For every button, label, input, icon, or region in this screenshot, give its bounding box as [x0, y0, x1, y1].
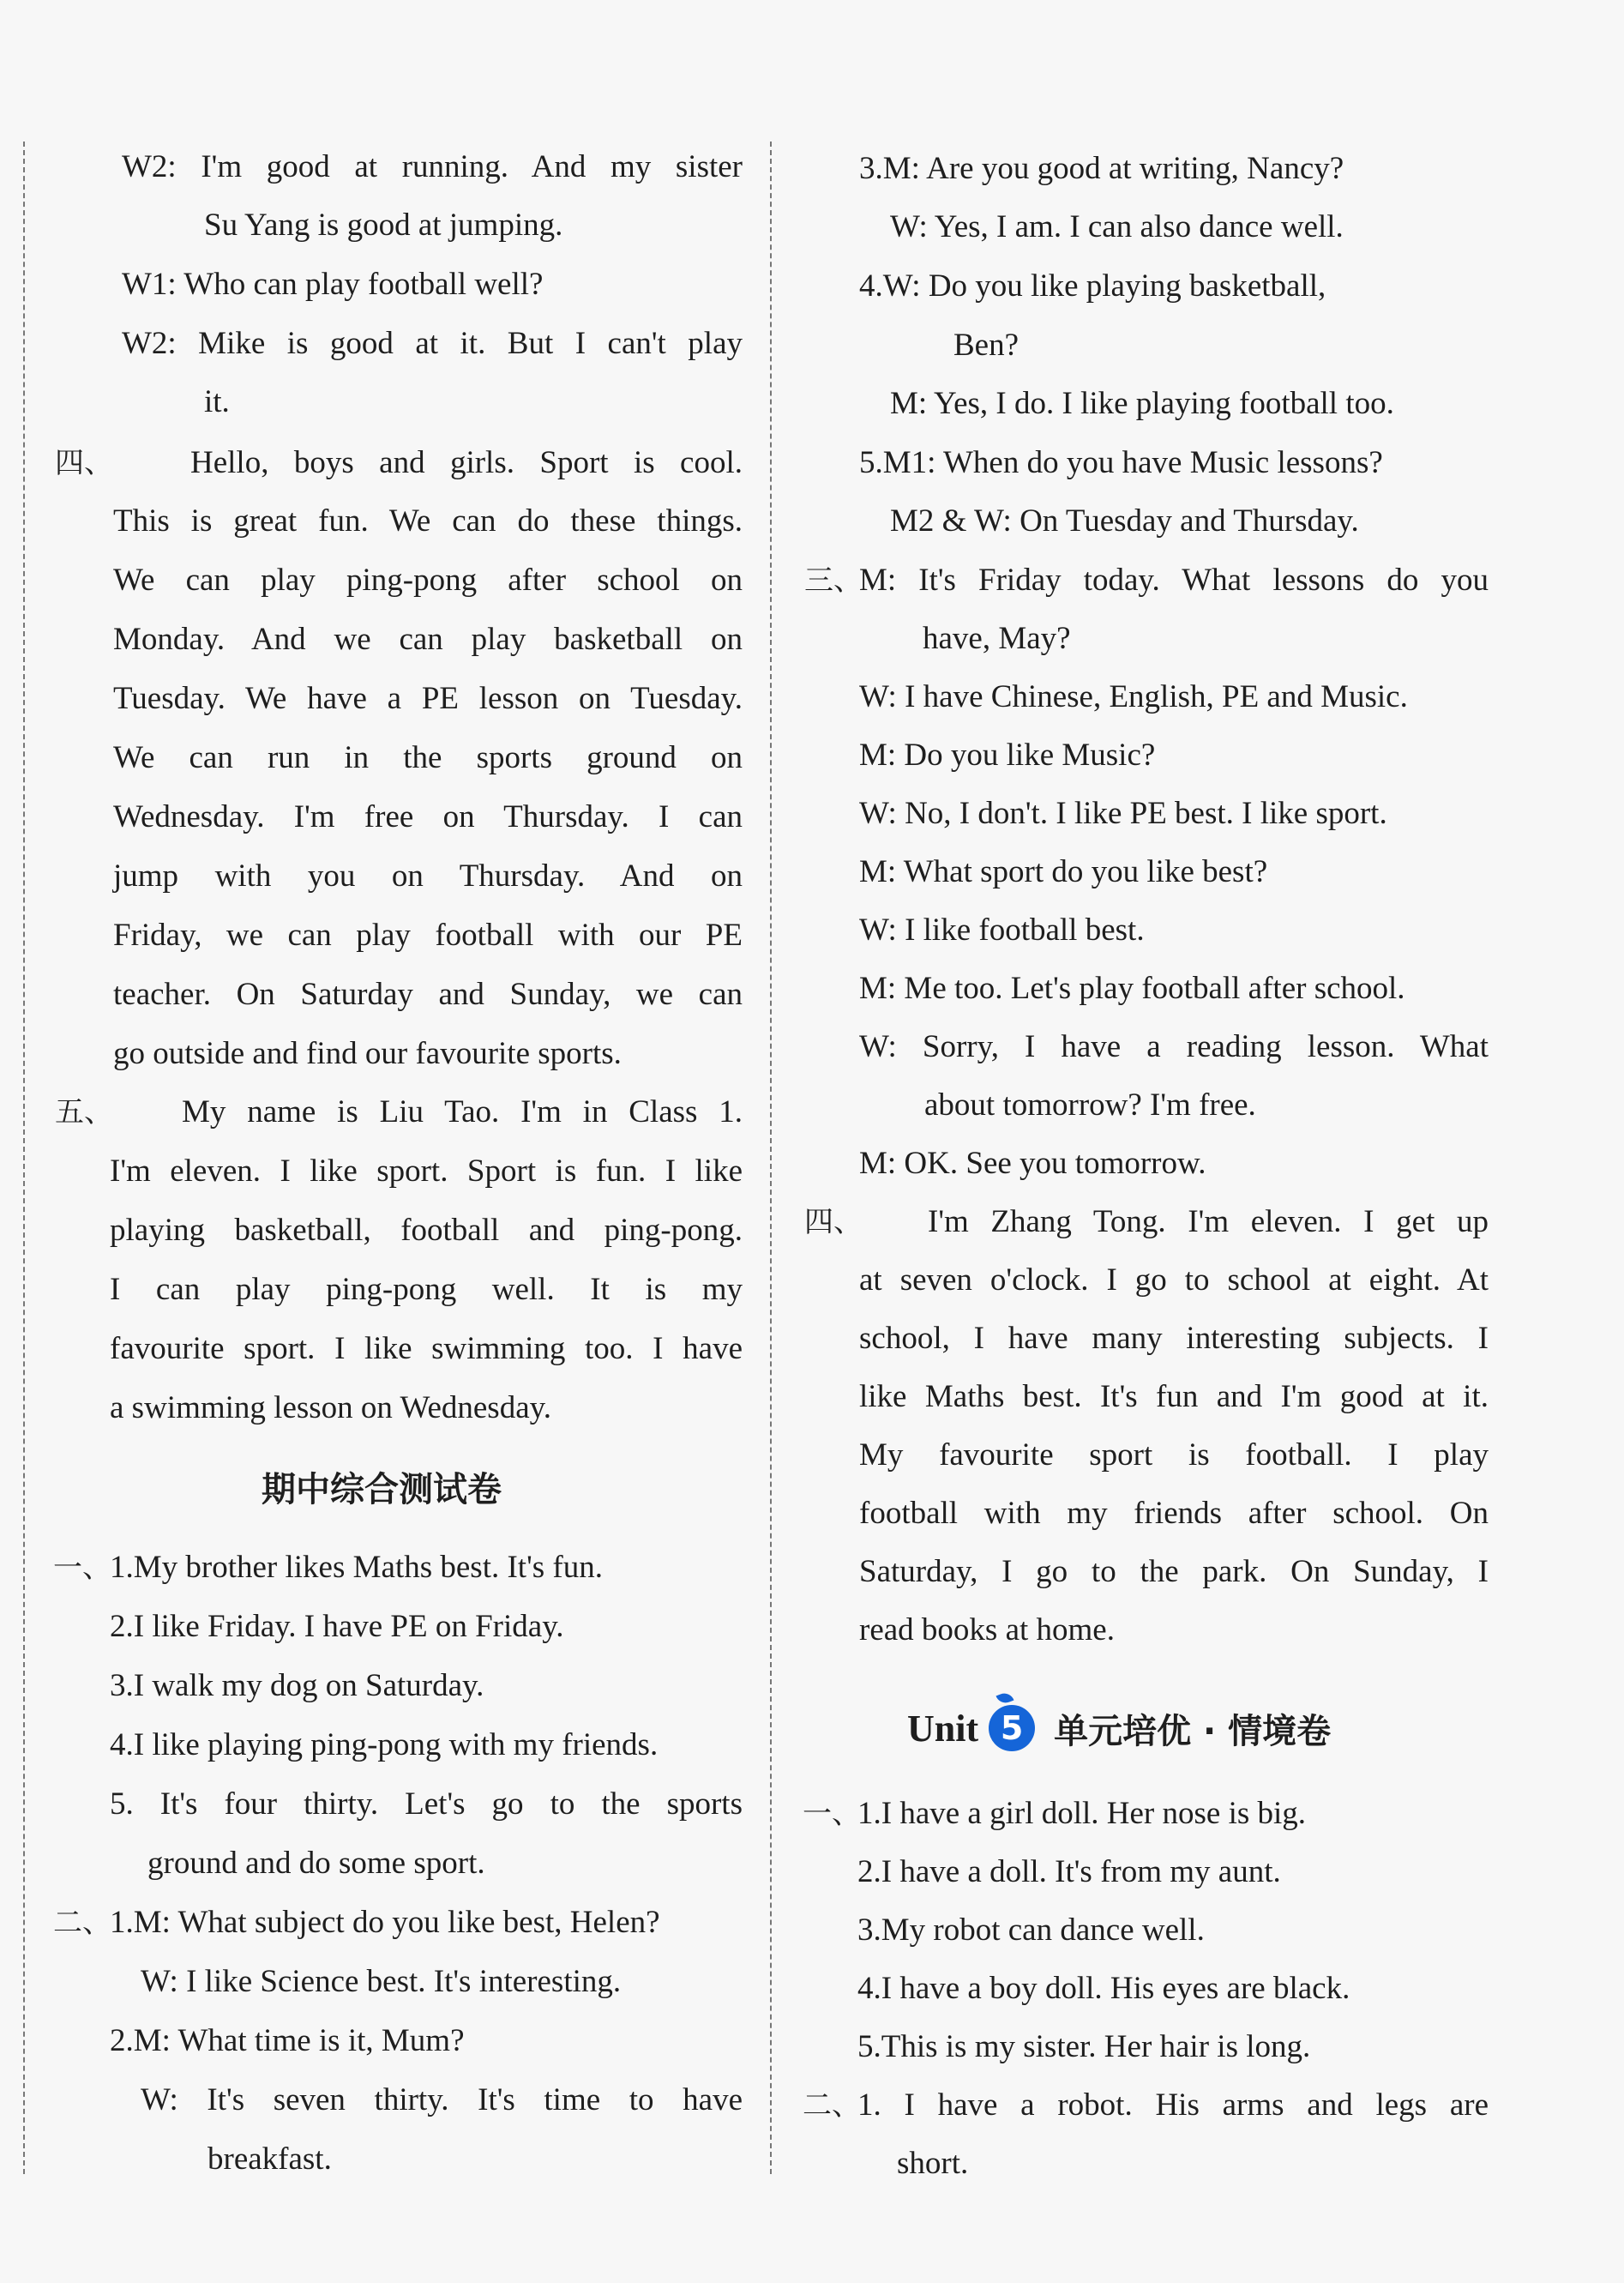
section-mark-1-right: 一、 — [803, 1797, 861, 1831]
text-line: 5.M1: When do you have Music lessons? — [859, 445, 1383, 480]
text-line: M: What sport do you like best? — [859, 854, 1268, 889]
text-line: 3.M: Are you good at writing, Nancy? — [859, 151, 1344, 186]
text-line: a swimming lesson on Wednesday. — [110, 1390, 551, 1425]
text-line: 2.M: What time is it, Mum? — [110, 2023, 465, 2058]
text-line: 4.W: Do you like playing basketball, — [859, 268, 1326, 304]
text-line: W: Yes, I am. I can also dance well. — [890, 209, 1344, 244]
text-line: M: OK. See you tomorrow. — [859, 1146, 1206, 1181]
text-line: W2: I'm good at running. And my sister — [122, 149, 743, 184]
text-line: 1. I have a robot. His arms and legs are — [857, 2087, 1489, 2123]
text-line: M: It's Friday today. What lessons do you — [859, 563, 1489, 598]
text-line: 2.I have a doll. It's from my aunt. — [857, 1854, 1281, 1889]
section-mark-4-right: 四、 — [804, 1205, 863, 1239]
text-line: W2: Mike is good at it. But I can't play — [122, 326, 743, 361]
text-line: read books at home. — [859, 1612, 1115, 1647]
text-line: My favourite sport is football. I play — [859, 1437, 1489, 1473]
text-line: I'm eleven. I like sport. Sport is fun. I like — [110, 1154, 743, 1189]
text-line: Su Yang is good at jumping. — [204, 208, 563, 243]
unit-word: Unit — [907, 1707, 979, 1750]
text-line: football with my friends after school. On — [859, 1496, 1489, 1531]
text-line: I can play ping-pong well. It is my — [110, 1272, 743, 1307]
text-line: W: No, I don't. I like PE best. I like sport. — [859, 796, 1387, 831]
text-line: W: Sorry, I have a reading lesson. What — [859, 1029, 1489, 1064]
text-line: 1.My brother likes Maths best. It's fun. — [110, 1550, 603, 1585]
text-line: 4.I have a boy doll. His eyes are black. — [857, 1971, 1350, 2006]
text-line: W: I like Science best. It's interesting. — [141, 1964, 622, 1999]
text-line: Friday, we can play football with our PE — [113, 918, 743, 953]
section-heading-midterm: 期中综合测试卷 — [262, 1470, 502, 1509]
text-line: ground and do some sport. — [147, 1846, 485, 1881]
text-line: 5. It's four thirty. Let's go to the sports — [110, 1786, 743, 1822]
text-line: it. — [204, 384, 230, 419]
text-line: Ben? — [953, 328, 1020, 363]
text-line: W: It's seven thirty. It's time to have — [141, 2082, 743, 2117]
unit-5-heading — [907, 1702, 1331, 1754]
text-line: teacher. On Saturday and Sunday, we can — [113, 977, 743, 1012]
text-line: playing basketball, football and ping-pong. — [110, 1213, 743, 1248]
text-line: about tomorrow? I'm free. — [924, 1087, 1256, 1123]
text-line: 1.M: What subject do you like best, Helen? — [110, 1905, 660, 1940]
text-line: Tuesday. We have a PE lesson on Tuesday. — [113, 681, 743, 716]
text-line: M: Yes, I do. I like playing football too. — [890, 386, 1394, 421]
section-mark-2: 二、 — [53, 1906, 111, 1940]
text-line: at seven o'clock. I go to school at eight. At — [859, 1262, 1489, 1298]
text-line: Monday. And we can play basketball on — [113, 622, 743, 657]
text-line: W: I like football best. — [859, 913, 1145, 948]
text-line: M: Me too. Let's play football after school. — [859, 971, 1405, 1006]
text-line: school, I have many interesting subjects. I — [859, 1321, 1489, 1356]
unit-number: 5 — [1000, 1709, 1024, 1747]
text-line: 1.I have a girl doll. Her nose is big. — [857, 1796, 1307, 1831]
section-mark-1: 一、 — [53, 1551, 111, 1585]
text-line: favourite sport. I like swimming too. I have — [110, 1331, 743, 1366]
text-line: like Maths best. It's fun and I'm good at it. — [859, 1379, 1489, 1414]
text-line: have, May? — [923, 621, 1071, 656]
left-margin-dashed-line — [23, 142, 25, 2174]
section-mark-3: 三、 — [804, 563, 863, 598]
section-mark-5: 五、 — [55, 1095, 113, 1129]
text-line: short. — [897, 2146, 969, 2181]
text-line: Saturday, I go to the park. On Sunday, I — [859, 1554, 1489, 1589]
text-line: W: I have Chinese, English, PE and Music. — [859, 679, 1408, 714]
text-line: I'm Zhang Tong. I'm eleven. I get up — [928, 1204, 1489, 1239]
unit-subtitle: 单元培优 · 情境卷 — [1054, 1711, 1332, 1751]
text-line: M2 & W: On Tuesday and Thursday. — [890, 503, 1359, 539]
text-line: We can play ping-pong after school on — [113, 563, 743, 598]
text-line: Hello, boys and girls. Sport is cool. — [190, 445, 743, 480]
text-line: 2.I like Friday. I have PE on Friday. — [110, 1609, 564, 1644]
text-line: 3.I walk my dog on Saturday. — [110, 1668, 484, 1703]
text-line: Wednesday. I'm free on Thursday. I can — [113, 799, 743, 834]
text-line: My name is Liu Tao. I'm in Class 1. — [182, 1094, 743, 1129]
text-line: 5.This is my sister. Her hair is long. — [857, 2029, 1311, 2064]
text-line: We can run in the sports ground on — [113, 740, 743, 775]
text-line: 4.I like playing ping-pong with my friends. — [110, 1727, 659, 1762]
text-line: 3.My robot can dance well. — [857, 1913, 1205, 1948]
text-line: This is great fun. We can do these things. — [113, 503, 743, 539]
text-line: W1: Who can play football well? — [122, 267, 544, 302]
unit-number-badge-icon — [989, 1705, 1035, 1751]
text-line: breakfast. — [208, 2141, 332, 2177]
text-line: jump with you on Thursday. And on — [113, 858, 743, 894]
text-line: M: Do you like Music? — [859, 738, 1156, 773]
section-mark-4: 四、 — [55, 446, 113, 480]
column-divider-dashed-line — [770, 142, 772, 2174]
section-mark-2-right: 二、 — [803, 2088, 861, 2123]
text-line: go outside and find our favourite sports. — [113, 1036, 622, 1071]
